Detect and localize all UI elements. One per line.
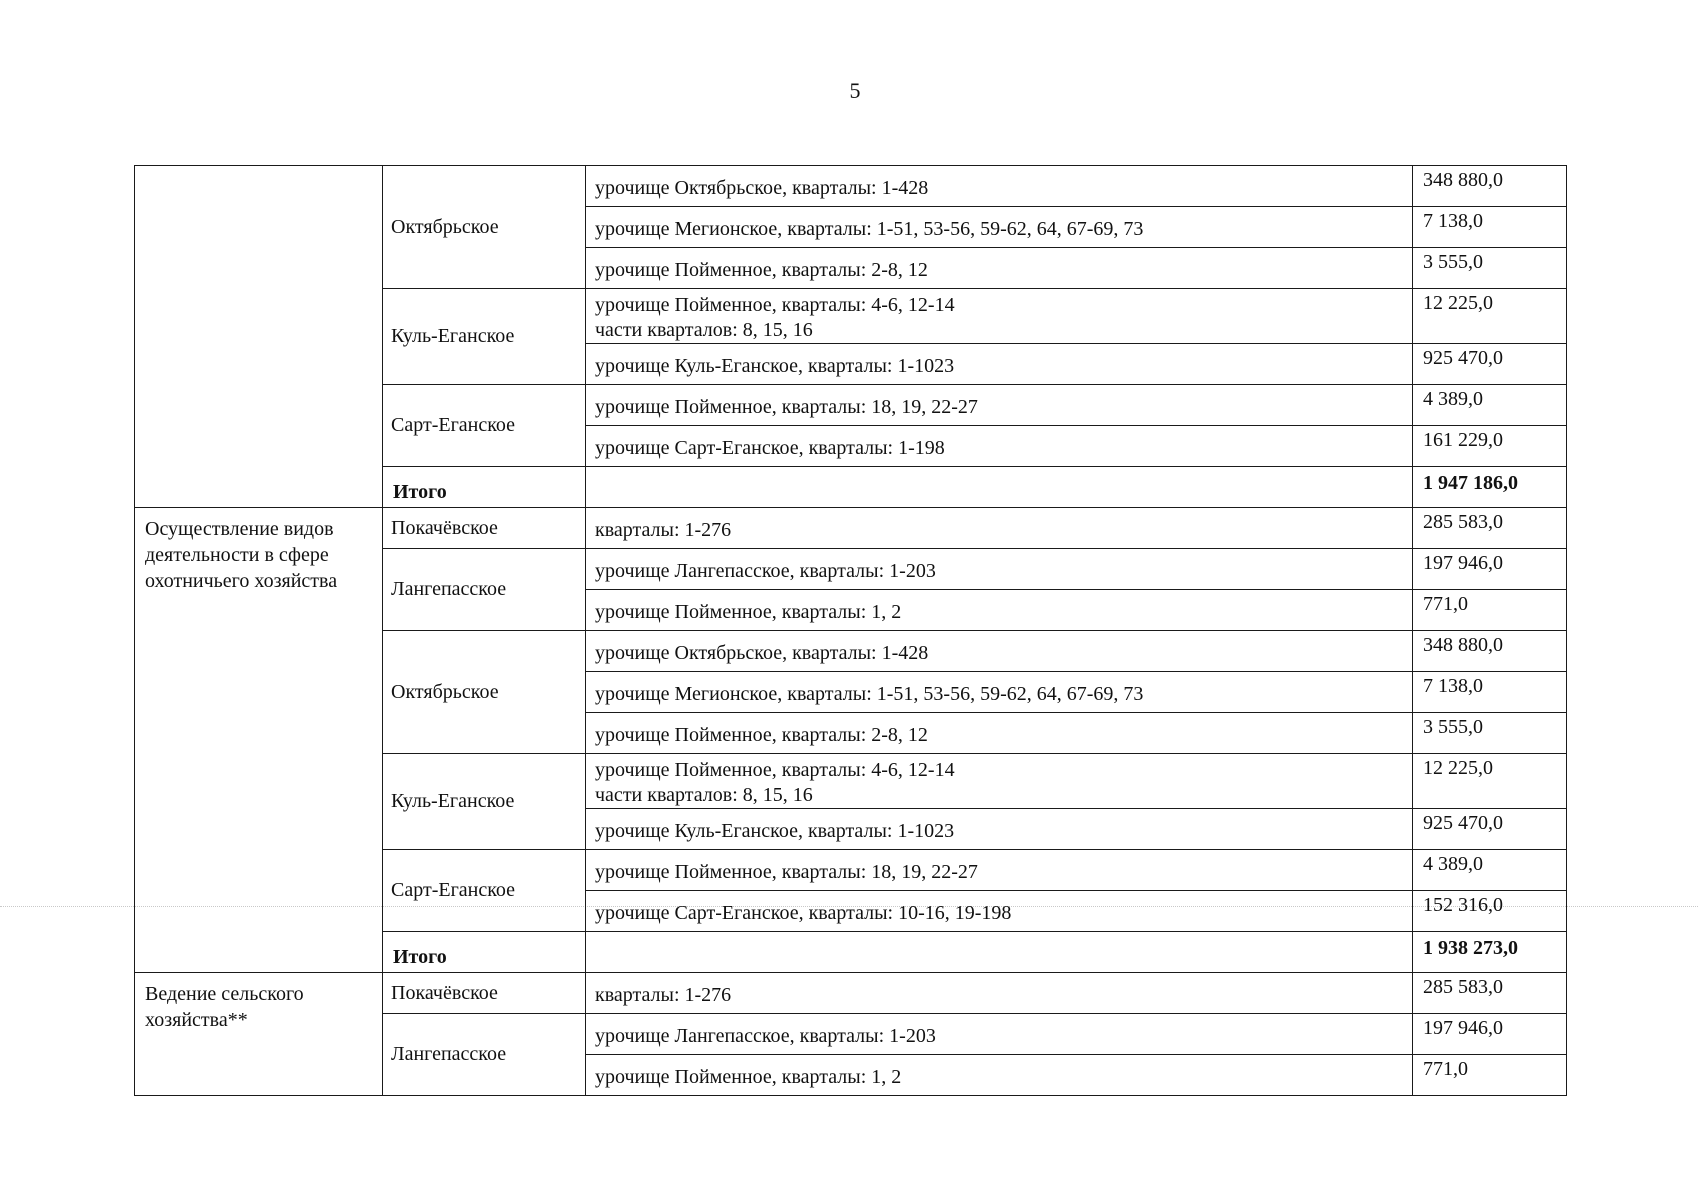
description-cell [586,973,1413,1014]
area-value-cell: 348 880,0 [1413,631,1567,672]
area-value-cell: 7 138,0 [1413,207,1567,248]
area-value-cell: 197 946,0 [1413,1014,1567,1055]
area-value-cell: 7 138,0 [1413,672,1567,713]
description-line: урочище Лангепасское, кварталы: 1-203 [595,1024,936,1047]
description-line: урочище Пойменное, кварталы: 2-8, 12 [595,723,928,746]
description-cell [586,248,1413,289]
description-cell [586,1055,1413,1096]
hunting-block-activity-cell [135,508,383,973]
description-cell [586,508,1413,549]
description-cell [586,166,1413,207]
page-number: 5 [849,78,861,103]
description-cell [586,713,1413,754]
area-value-cell: 285 583,0 [1413,508,1567,549]
total-value-cell: 1 947 186,0 [1413,467,1567,508]
forest-areas-table-body [135,166,1567,1096]
description-line: урочище Сарт-Еганское, кварталы: 10-16, 19-198 [595,901,1012,924]
area-value-cell: 771,0 [1413,1055,1567,1096]
description-line: кварталы: 1-276 [595,983,732,1006]
description-cell [586,289,1413,344]
description-line: урочище Октябрьское, кварталы: 1-428 [595,641,929,664]
description-line: урочище Пойменное, кварталы: 4-6, 12-14 [595,759,955,781]
hunting-block-row [135,508,1567,549]
continuation-block-activity-cell [135,166,383,508]
area-cell: Куль-Еганское [383,754,586,850]
forest-areas-table [134,165,1567,1096]
area-value-cell: 348 880,0 [1413,166,1567,207]
area-cell: Покачёвское [383,973,586,1014]
description-line: урочище Пойменное, кварталы: 2-8, 12 [595,258,928,281]
continuation-block-row [135,166,1567,207]
description-cell [586,754,1413,809]
area-value-cell: 12 225,0 [1413,289,1567,344]
area-cell: Покачёвское [383,508,586,549]
area-cell: Октябрьское [383,631,586,754]
area-value-cell: 3 555,0 [1413,713,1567,754]
area-cell: Октябрьское [383,166,586,289]
description-line: кварталы: 1-276 [595,518,732,541]
area-value-cell: 197 946,0 [1413,549,1567,590]
description-cell [586,631,1413,672]
description-cell [586,207,1413,248]
agriculture-block-row [135,973,1567,1014]
total-empty-cell [586,467,1413,508]
area-value-cell: 12 225,0 [1413,754,1567,809]
description-line: урочище Пойменное, кварталы: 1, 2 [595,1065,902,1088]
area-value-cell: 3 555,0 [1413,248,1567,289]
description-line: урочище Куль-Еганское, кварталы: 1-1023 [595,819,955,842]
description-cell [586,590,1413,631]
description-line: урочище Мегионское, кварталы: 1-51, 53-56, 59-62, 64, 67-69, 73 [595,682,1144,705]
description-line: урочище Пойменное, кварталы: 18, 19, 22-27 [595,860,978,883]
area-cell: Лангепасское [383,549,586,631]
area-cell: Сарт-Еганское [383,385,586,467]
description-line: урочище Пойменное, кварталы: 4-6, 12-14 [595,294,955,316]
area-value-cell: 152 316,0 [1413,891,1567,932]
area-value-cell: 771,0 [1413,590,1567,631]
area-value-cell: 925 470,0 [1413,344,1567,385]
area-value-cell: 4 389,0 [1413,385,1567,426]
description-cell [586,891,1413,932]
description-line: урочище Сарт-Еганское, кварталы: 1-198 [595,436,945,459]
description-cell [586,1014,1413,1055]
total-empty-cell [586,932,1413,973]
area-value-cell: 161 229,0 [1413,426,1567,467]
activity-label: Ведение сельского хозяйства** [145,983,304,1031]
description-line: части кварталов: 8, 15, 16 [595,319,813,341]
total-label-cell: Итого [383,932,586,973]
area-value-cell: 925 470,0 [1413,809,1567,850]
area-cell: Сарт-Еганское [383,850,586,932]
description-line: урочище Куль-Еганское, кварталы: 1-1023 [595,354,955,377]
description-cell [586,426,1413,467]
description-line: урочище Лангепасское, кварталы: 1-203 [595,559,936,582]
activity-label: Осуществление видов деятельности в сфере охотничьего хозяйства [145,518,338,592]
description-cell [586,549,1413,590]
description-line: урочище Пойменное, кварталы: 1, 2 [595,600,902,623]
description-line: урочище Мегионское, кварталы: 1-51, 53-56, 59-62, 64, 67-69, 73 [595,217,1144,240]
area-value-cell: 4 389,0 [1413,850,1567,891]
area-value-cell: 285 583,0 [1413,973,1567,1014]
description-cell [586,850,1413,891]
total-value-cell: 1 938 273,0 [1413,932,1567,973]
description-line: урочище Пойменное, кварталы: 18, 19, 22-27 [595,395,978,418]
description-cell [586,344,1413,385]
area-cell: Лангепасское [383,1014,586,1096]
description-line: урочище Октябрьское, кварталы: 1-428 [595,176,929,199]
area-cell: Куль-Еганское [383,289,586,385]
description-cell [586,672,1413,713]
agriculture-block-activity-cell [135,973,383,1096]
description-cell [586,385,1413,426]
description-cell [586,809,1413,850]
total-label-cell: Итого [383,467,586,508]
description-line: части кварталов: 8, 15, 16 [595,784,813,806]
